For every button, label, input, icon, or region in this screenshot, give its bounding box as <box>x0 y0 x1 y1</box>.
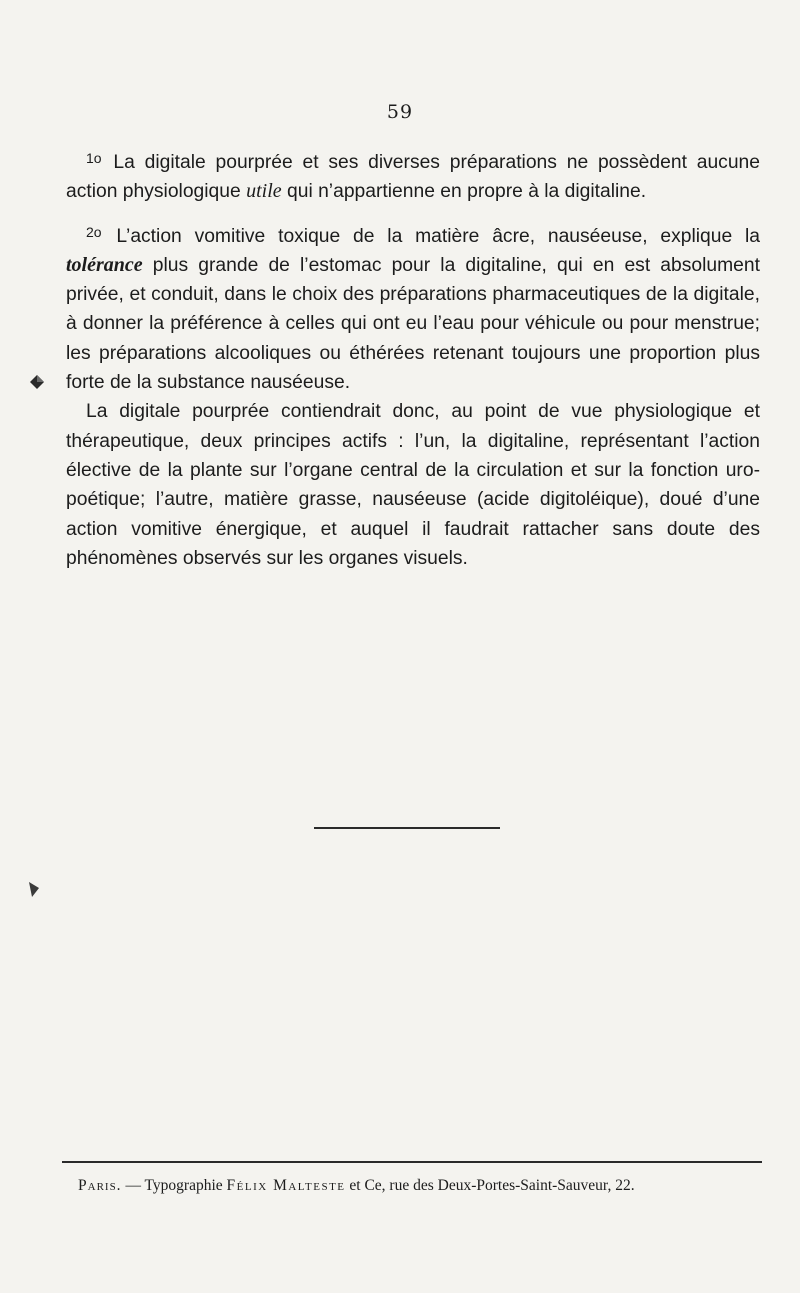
footer-rule <box>62 1161 762 1163</box>
paragraph-2-text-b: plus grande de l’estomac pour la digitaline, qui en est absolument privée, et conduit, dans le choix des préparations pharmaceutiques de la digitale, à donner la préférence à celles qui ont eu l’eau pour véhicule ou pour menstrue; les préparations alcooliques ou éthérées retenant toujours une proportion plus forte de la substance nauséeuse. <box>66 254 760 394</box>
body-text <box>66 144 760 573</box>
paragraph-2-emphasis: tolérance <box>66 253 143 276</box>
paragraph-1-emphasis: utile <box>246 180 282 203</box>
paragraph-2-text-a: L’action vomitive toxique de la matière âcre, nauséeuse, explique la <box>103 225 760 247</box>
imprint-address: et Ce, rue des Deux-Portes-Saint-Sauveur, 22. <box>345 1177 635 1194</box>
imprint-dash: — Typographie <box>121 1177 227 1194</box>
section-separator <box>314 827 500 829</box>
paragraph-2-number: 2o <box>86 223 102 240</box>
ink-mark-icon <box>28 880 40 898</box>
paragraph-1 <box>66 144 760 207</box>
paragraph-1-number: 1o <box>86 150 102 166</box>
imprint-city: Paris. <box>78 1177 122 1194</box>
ink-spot-icon <box>28 373 46 391</box>
page-number: 59 <box>386 101 414 123</box>
paragraph-1-text-b: qui n’appartienne en propre à la digitaline. <box>281 181 647 203</box>
printer-imprint <box>78 1177 778 1195</box>
imprint-printer: Félix Malteste <box>226 1177 346 1194</box>
paragraph-3: La digitale pourprée contiendrait donc, au point de vue physiologique et thérapeutique, deux principes actifs : l’un, la digitaline, représentant l’action élective de la plante sur l’organe central de la circulation et sur la fonction uro-poétique; l’autre, matière grasse, nauséeuse (acide digitoléique), doué d’une action vomitive énergique, et auquel il faudrait rattacher sans doute des phénomènes observés sur les organes visuels. <box>66 401 760 569</box>
paragraph-2 <box>66 218 760 398</box>
paragraph-1-text-a: La digitale pourprée et ses diverses préparations ne possèdent aucune action physiologique <box>66 152 760 203</box>
